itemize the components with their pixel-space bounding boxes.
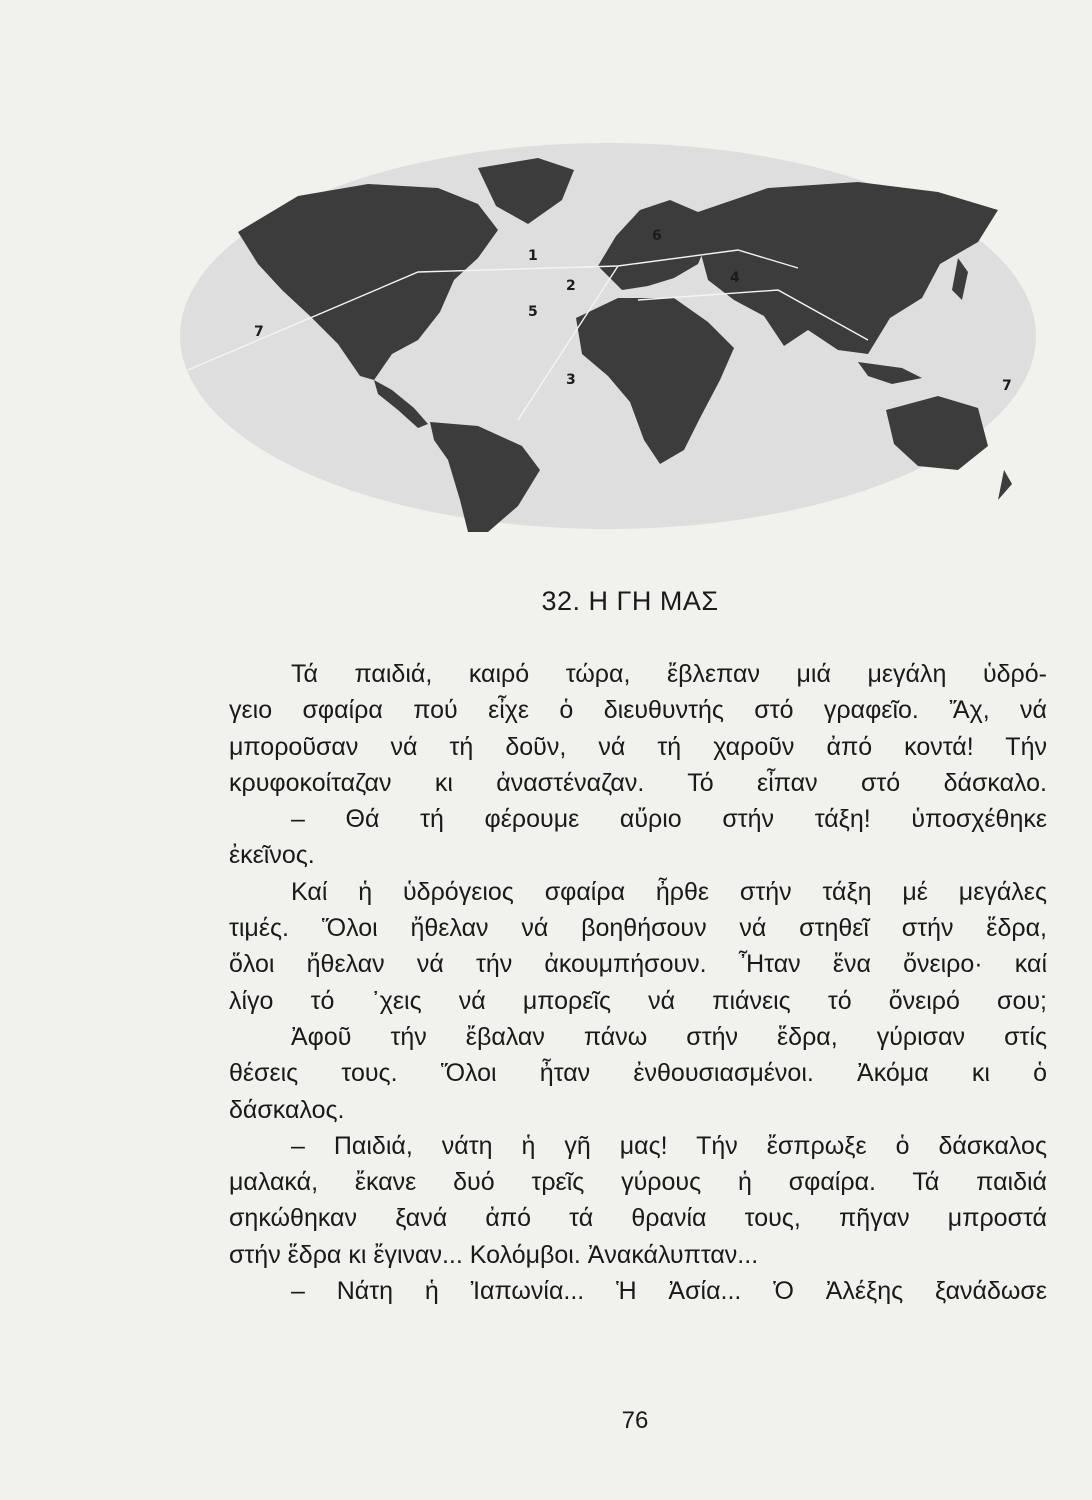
- chapter-title: 32. Η ΓΗ ΜΑΣ: [541, 586, 719, 616]
- text-line: – Νάτη ἡ Ἰαπωνία... Ἡ Ἀσία... Ὁ Ἀλέξης ξανάδωσε: [291, 1277, 1047, 1306]
- map-label-2: 2: [566, 278, 576, 294]
- text-line: ἐκεῖνος.: [229, 841, 315, 870]
- text-line: ὅλοι ἤθελαν νά τήν ἀκουμπήσουν. Ἦταν ἕνα ὄνειρο· καί: [229, 950, 1047, 979]
- text-line: τιμές. Ὅλοι ἤθελαν νά βοηθήσουν νά στηθεῖ στήν ἕδρα,: [229, 914, 1047, 943]
- text-line: λίγο τό ᾽χεις νά μπορεῖς νά πιάνεις τό ὄνειρό σου;: [229, 986, 1047, 1015]
- body-text: [229, 656, 1047, 1309]
- map-label-6: 6: [652, 228, 662, 244]
- page-number: 76: [621, 1407, 649, 1434]
- map-label-3: 3: [566, 372, 576, 388]
- text-line: γειο σφαίρα πού εἶχε ὁ διευθυντής στό γραφεῖο. Ἄχ, νά: [229, 696, 1047, 725]
- map-label-1: 1: [528, 248, 538, 264]
- text-line: μποροῦσαν νά τή δοῦν, νά τή χαροῦν ἀπό κοντά! Τήν: [229, 732, 1047, 761]
- map-label-5: 5: [528, 304, 538, 320]
- text-line: θέσεις τους. Ὅλοι ἦταν ἐνθουσιασμένοι. Ἀκόμα κι ὁ: [229, 1059, 1047, 1088]
- text-line: στήν ἕδρα κι ἔγιναν... Κολόμβοι. Ἀνακάλυπταν...: [229, 1240, 759, 1269]
- text-line: μαλακά, ἔκανε δυό τρεῖς γύρους ἡ σφαίρα. Τά παιδιά: [229, 1168, 1047, 1197]
- text-line: – Θά τή φέρουμε αὔριο στήν τάξη! ὑποσχέθηκε: [291, 805, 1047, 834]
- map-label-4: 4: [730, 270, 740, 286]
- world-map: [178, 140, 1038, 532]
- text-line: Ἀφοῦ τήν ἔβαλαν πάνω στήν ἕδρα, γύρισαν στίς: [291, 1022, 1047, 1051]
- map-label-7-west: 7: [254, 324, 264, 340]
- text-line: Καί ἡ ὑδρόγειος σφαίρα ἦρθε στήν τάξη μέ μεγάλες: [291, 877, 1047, 906]
- text-line: δάσκαλος.: [229, 1095, 345, 1124]
- map-label-7-east: 7: [1002, 378, 1012, 394]
- world-map-figure: [178, 140, 1038, 532]
- text-line: σηκώθηκαν ξανά ἀπό τά θρανία τους, πῆγαν μπροστά: [229, 1204, 1047, 1233]
- text-line: – Παιδιά, νάτη ἡ γῆ μας! Τήν ἔσπρωξε ὁ δάσκαλος: [291, 1131, 1047, 1160]
- text-line: Τά παιδιά, καιρό τώρα, ἔβλεπαν μιά μεγάλη ὑδρό-: [291, 660, 1047, 688]
- text-line: κρυφοκοίταζαν κι ἀναστέναζαν. Τό εἶπαν στό δάσκαλο.: [229, 768, 1047, 797]
